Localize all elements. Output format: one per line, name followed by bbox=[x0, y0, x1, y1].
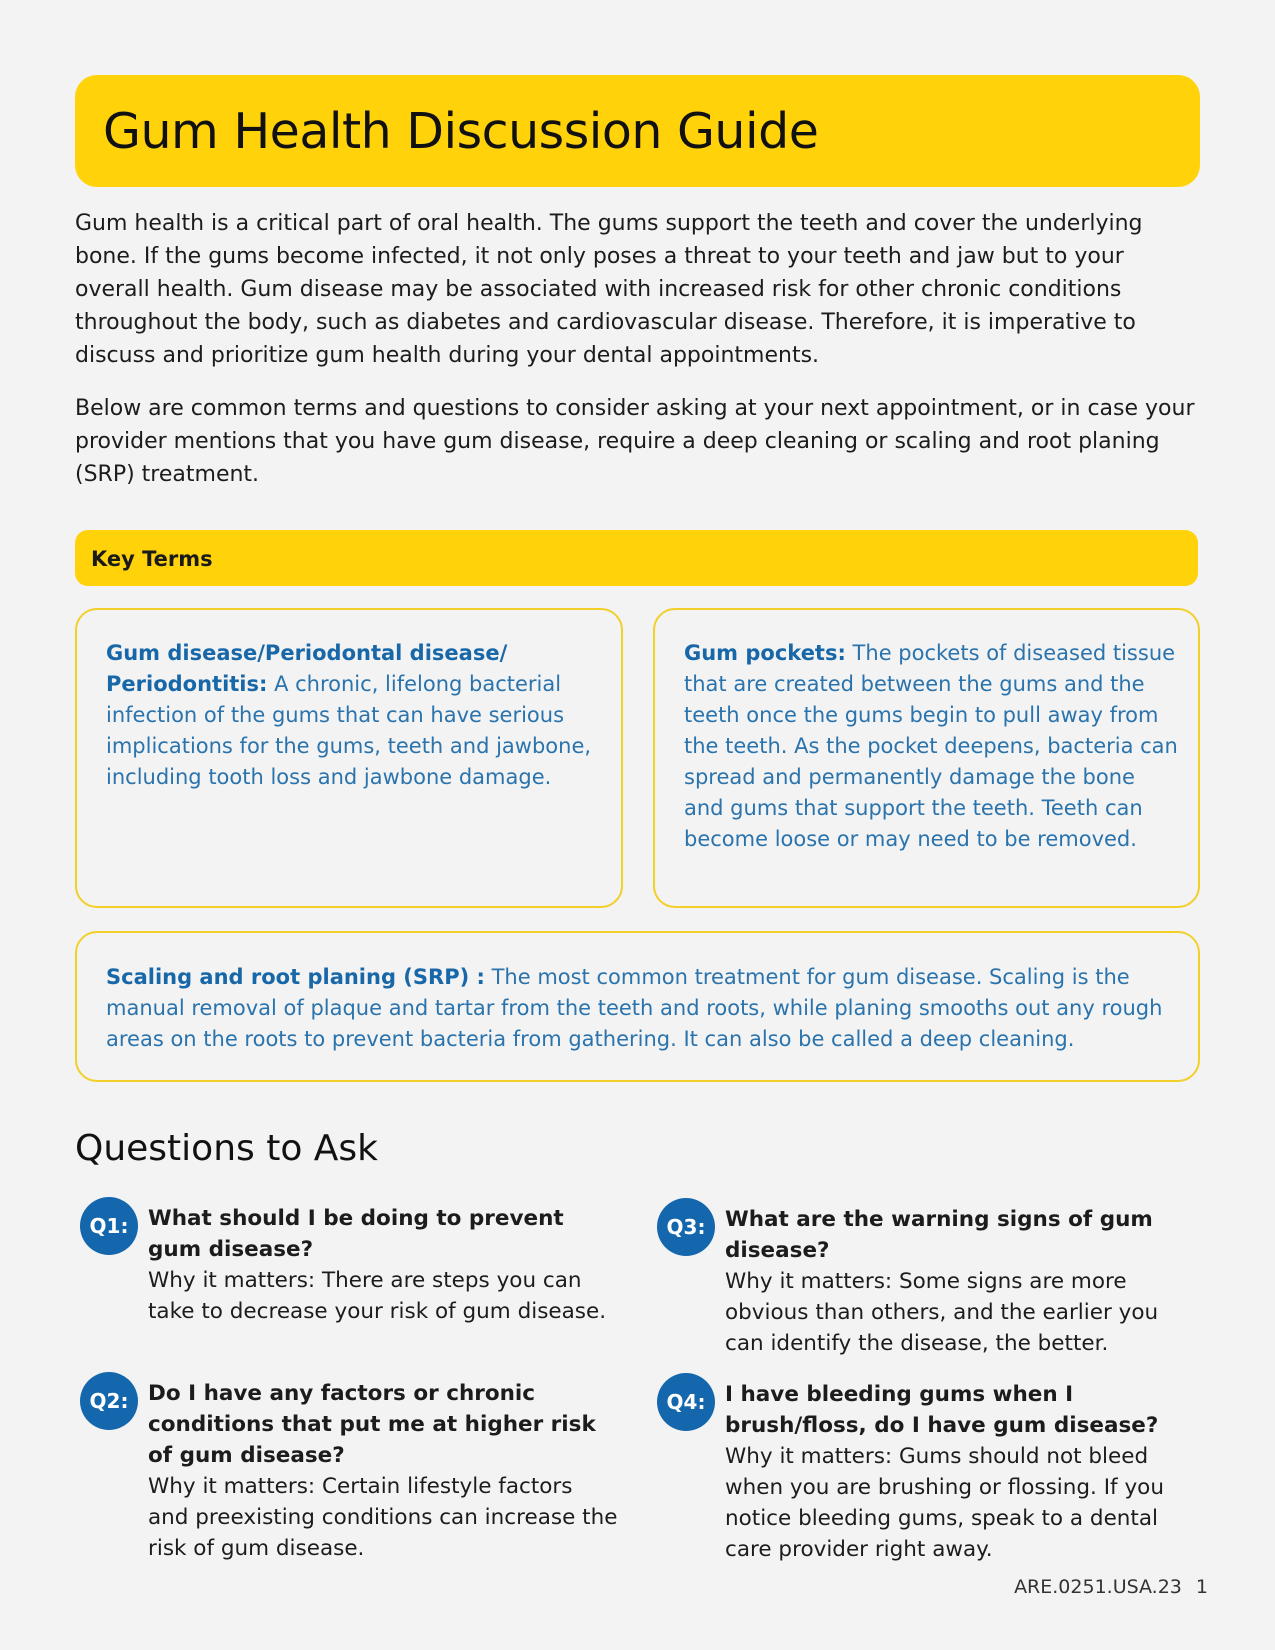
intro-paragraph-1: Gum health is a critical part of oral health. The gums support the teeth and cover the underlying bone. If the gums become infected, it not only poses a threat to your teeth and jaw but to your overall health. Gum disease may be associated with increased risk for other chronic conditions throughout the body, such as diabetes and cardiovascular disease. Therefore, it is imperative to discuss and prioritize gum health during your dental appointments. bbox=[75, 211, 1143, 368]
term-title: Gum disease/Periodontal disease/ Periodontitis: bbox=[106, 641, 508, 696]
question-badge: Q3: bbox=[657, 1198, 715, 1256]
question-title: What should I be doing to prevent gum disease? bbox=[148, 1206, 564, 1262]
term-definition: A chronic, lifelong bacterial infection of the gums that can have serious implications for the gums, teeth and jawbone, including tooth loss and jawbone damage. bbox=[106, 672, 592, 789]
question-item-1 bbox=[80, 1197, 640, 1337]
question-badge: Q1: bbox=[80, 1197, 138, 1255]
intro-text bbox=[75, 207, 1205, 511]
question-item-3 bbox=[657, 1198, 1217, 1368]
page-title: Gum Health Discussion Guide bbox=[103, 103, 819, 160]
key-terms-heading: Key Terms bbox=[75, 530, 1198, 586]
question-badge: Q4: bbox=[657, 1373, 715, 1431]
question-badge: Q2: bbox=[80, 1372, 138, 1430]
question-why: Why it matters: Gums should not bleed when you are brushing or flossing. If you notice bleeding gums, speak to a dental care provider right away. bbox=[725, 1444, 1164, 1562]
question-body bbox=[148, 1203, 618, 1327]
term-card-gum-pockets bbox=[653, 608, 1200, 908]
question-body bbox=[725, 1204, 1165, 1359]
question-title: Do I have any factors or chronic conditions that put me at higher risk of gum disease? bbox=[148, 1381, 596, 1468]
questions-heading: Questions to Ask bbox=[75, 1128, 379, 1169]
question-title: I have bleeding gums when I brush/floss, do I have gum disease? bbox=[725, 1382, 1159, 1438]
question-item-4 bbox=[657, 1373, 1217, 1573]
question-body bbox=[148, 1378, 618, 1564]
page-number: 1 bbox=[1195, 1576, 1208, 1598]
question-why: Why it matters: Some signs are more obvious than others, and the earlier you can identify the disease, the better. bbox=[725, 1269, 1159, 1356]
intro-paragraph-2: Below are common terms and questions to consider asking at your next appointment, or in case your provider mentions that you have gum disease, require a deep cleaning or scaling and root planing (SRP) treatment. bbox=[75, 396, 1195, 487]
page-footer bbox=[1014, 1576, 1208, 1598]
question-title: What are the warning signs of gum disease? bbox=[725, 1207, 1153, 1263]
term-card-gum-disease bbox=[75, 608, 623, 908]
term-title: Gum pockets: bbox=[684, 641, 846, 665]
term-card-srp bbox=[75, 931, 1200, 1082]
document-code: ARE.0251.USA.23 bbox=[1014, 1576, 1182, 1598]
term-title: Scaling and root planing (SRP) : bbox=[106, 965, 485, 989]
question-why: Why it matters: Certain lifestyle factors and preexisting conditions can increase the risk of gum disease. bbox=[148, 1474, 618, 1561]
question-item-2 bbox=[80, 1372, 640, 1572]
term-definition: The pockets of diseased tissue that are created between the gums and the teeth once the gums begin to pull away from the teeth. As the pocket deepens, bacteria can spread and permanently damage the bone and gums that support the teeth. Teeth can become loose or may need to be removed. bbox=[684, 641, 1178, 851]
question-why: Why it matters: There are steps you can take to decrease your risk of gum disease. bbox=[148, 1268, 607, 1324]
term-definition: The most common treatment for gum disease. Scaling is the manual removal of plaque and tartar from the teeth and roots, while planing smooths out any rough areas on the roots to prevent bacteria from gathering. It can also be called a deep cleaning. bbox=[106, 965, 1163, 1051]
question-body bbox=[725, 1379, 1205, 1565]
title-banner bbox=[75, 75, 1200, 187]
